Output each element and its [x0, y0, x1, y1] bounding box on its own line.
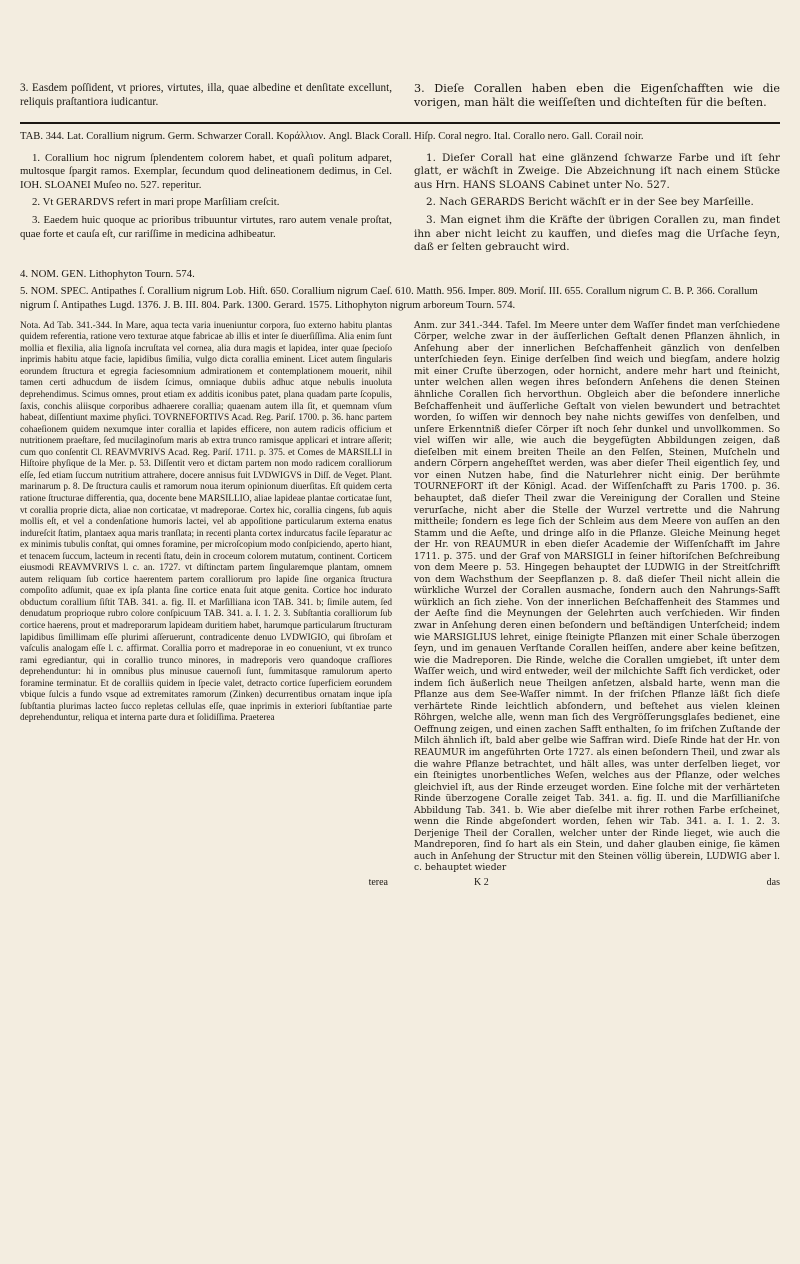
- item-latin-1: 1. Corallium hoc nigrum ſplendentem colorem habet, et quaſi politum adparet, multosque ſpargit ramos. Exemplar, ſecundum quod delineationem dedimus, in Cel. IOH. SLOANEI Muſeo no. 527. reperitur.: [20, 151, 392, 191]
- catchword-left: terea: [368, 877, 388, 888]
- book-page: [20, 82, 780, 888]
- tab-heading: TAB. 344. Lat. Corallium nigrum. Germ. Schwarzer Corall. Κοράλλιον. Angl. Black Corall. Hiſp. Coral negro. Ital. Corallo nero. Gall. Corail noir.: [20, 130, 644, 142]
- item-german-1: 1. Dieſer Corall hat eine glänzend ſchwarze Farbe und iſt ſehr glatt, er wächſt in Zweige. Die Abzeichnung iſt nach einem Stücke aus Hrn. HANS SLOANS Cabinet unter No. 527.: [414, 151, 780, 191]
- items-latin-column: [20, 152, 392, 259]
- note-german: Anm. zur 341.-344. Tafel. Im Meere unter dem Waſſer findet man verſchiedene Cörper, welche zwar in der äuſſerlichen Geſtalt denen Pflanzen ähnlich, in Anſehung aber der innerlichen Beſchaffenheit gänzlich von denſelben unterſchieden ſeyn. Einige derſelben ſind weich und biegſam, andere holzig mit einer Cruſte überzogen, oder hornicht, andere mehr hart und ſteinicht, unter welchen allen wegen ihres beſondern Anſehens die denen Steinen ähnliche Corallen ſich hervorthun. Obgleich aber die beſondere innerliche Beſchaffenheit und äuſſerliche Geſtalt von vielen bewundert und betrachtet worden, ſo wiſſen wir dennoch bey nahe nichts gewiſſes von denſelben, und unſere Erkenntniß dieſer Cörper iſt noch ſehr dunkel und unvollkommen. So viel wiſſen wir alle, wie auch die beygefügten Abbildungen zeigen, daß dieſelben mit einem breiten Theile an den Felſen, Steinen, Muſcheln und andern Cörpern angeheſſtet werden, was aber dieſer Theil eigentlich ſey, und vor einen Nutzen habe, ſind die Naturlehrer nicht einig. Der berühmte TOURNEFORT iſt der Königl. Acad. der Wiſſenſchafft zu Paris 1700. p. 36. behauptet, daß dieſer Theil zwar die Vereinigung der Corallen und Steine verurſache, nicht aber die Stelle der Wurzel vertrette und die Nahrung mittheile; ſondern es lege ſich der Schleim aus dem Meere von auſſen an den Stamm und die Aeſte, und dringe alſo in die Pflanze. Gleiche Meinung heget der Hr. von REAUMUR in eben dieſer Academie der Wiſſenſchafft im Jahre 1711. p. 375. und der Graf von MARSIGLI in ſeiner hiſtoriſchen Beſchreibung von dem Meere p. 53. Hingegen behauptet der LUDWIG in der Streitſchrifft von dem Wachsthum der Seepflanzen p. 8. daß dieſer Theil nicht allein die würkliche Wurzel der Corallen ausmache, ſondern auch den Nahrungs-Safft würklich an ſich ziehe. Von der innerlichen Beſchaffenheit des Stammes und der Aeſte ſind die Meynungen der Gelehrten auch verſchieden. Wir finden zwar in Anſehung deren einen beſondern und beſtändigen Unterſcheid; indem wie MARSIGLIUS lehret, einige ſteinigte Pflanzen mit einer Schale überzogen ſeyn, und im genauen Verſtande Corallen heiſſen, andere aber keine beſitzen, wie die Madreporen. Die Rinde, welche die Corallen umgiebet, iſt unter dem Waſſer weich, und wird entweder, weil der milchichte Safft ſich verdicket, oder indem ſich äußerlich neue Theilgen anſetzen, alsbald harte, wenn man die Pflanze aus dem See-Waſſer nimmt. In der friſchen Pflanze läßt ſich dieſe verhärtete Rinde leichtlich abſondern, und beſtehet aus vielen kleinen Röhrgen, welche alle, wenn man ſich des Vergröſſerungsglaſes bedienet, eine Oeffnung zeigen, und einen zachen Safft enthalten, ſo im friſchen Zuſtande der Milch ähnlich iſt, bald aber gelbe wie Saffran wird. Dieſe Rinde hat der Hr. von REAUMUR im angeführten Orte 1727. als einen beſondern Theil, und zwar als die wahre Pflanze betrachtet, und hält alles, was unter derſelben lieget, vor ein ſteinigtes unorbentliches Weſen, welches aus der Pflanze, oder welches gleichviel iſt, aus der Rinde erzeuget worden. Eine ſolche mit der verhärteten Rinde überzogene Coralle zeiget Tab. 341. a. fig. II. und die Marſillianiſche Abbildung Tab. 341. b. Wie aber dieſelbe mit ihrer rothen Farbe erſcheinet, wenn die Rinde abgeſondert worden, ſehen wir Tab. 341. a. I. 1. 2. 3. Derjenige Theil der Corallen, welcher unter der Rinde lieget, wie auch die Mandreporen, ſind ſo hart als ein Stein, und daher glauben einige, ſie kämen auch in Anſehung der Structur mit den Steinen völlig überein, LUDWIG aber l. c. behauptet wieder: [414, 320, 780, 874]
- note-latin: Nota. Ad Tab. 341.-344. In Mare, aqua tecta varia inueniuntur corpora, ſuo externo habitu plantas quidem referentia, ratione vero texturae atque fabricae ab illis et inter ſe diuerſiſſima. Alia enim ſunt mollia et flexilia, alia lignoſa incruſtata vel cornea, alia dura magis et lapidea, inter quae ſpecioſo inprimis habitu atque facie, lapidibus ſimilia, vulgo dicta corallia eminent. Licet autem ſingularis eorundem ſtructura et egregia faciesomnium admirationem et contemplationem mouerit, nihil tamen certi adhucdum de iisdem ſcimus, omniaque dubiis adhuc atque nebulis inuoluta deprehendimus. Scimus omnes, prout etiam ex additis iconibus patet, plana quadam parte ſcopulis, ſaxis, conchis aliisque corporibus adhaerere corallia; quaenam autem illa ſit, et quemnam vſum habeat, diſſentiunt maxime phyſici. TOVRNEFORTIVS Acad. Reg. Pariſ. 1700. p. 36. hanc partem cohaeſionem quidem nexumque inter corallia et lapides efficere, non autem radicis officium et nutritionem praeſtare, ſed mucilaginoſum maris ab extra trunco ramisque applicari et intrare aſſerit; cum quo conſentit Cl. REAVMVRIVS Acad. Reg. Pariſ. 1711. p. 375. et Comes de MARSILLI in Hiſtoire phyſique de la Mer. p. 53. Diſſentit vero et dictam partem non modo radicem coralliorum eſſe, ſed etiam ſuccum nutritium attrahere, docere annisus fuit LVDWIGVS in Diſſ. de Veget. Plant. marinarum p. 8. De ſtructura caulis et ramorum noua iterum opinionum diuerſitas. Eſt quidem certa ratione ſtructurae differentia, qua, docente bene MARSILLIO, aliae lapideae plantae corticatae ſunt, vt corallia proprie dicta, aliae non corticatae, vt madreporae. Cortex hic, corallia cingens, ſub aquis mollis eſt, et vel a condenſatione humoris lactei, vel ab appoſitione particularum externa enatus indureſcit ſtatim, plantaex aqua maris tranſlata; in recenti planta cortex indurcatus facile ſeparatur ac ex minimis tubulis conſtat, qui omnes foramine, per microſcopium modo conſpiciendo, aperto hiant, et tenacem ſuccum, lacteum in recenti ſtatu, dein in croceum colorem mutatum, continent. Corticem eiusmodi REAVMVRIVS l. c. an. 1727. vt diſtinctam partem ſingularemque plantam, omnem autem reliquam ſub cortice haerentem partem coralliorum pro lapide ſine organica ſtructura compoſito adſumit, quae ex ipſa planta ſine cortice enata ſuit atque genita. Cortice hoc indurato obductum corallium ſiſtit TAB. 341. a. fig. II. et Marſilliana icon TAB. 341. b; ſimile autem, ſed denudatum proprioque rubro colore conſpicuum TAB. 341. a. I. 1. 2. 3. Subſtantia coralliorum ſub cortice haerens, prout et madreporarum lapideam duritiem habet, harumque particularum ſtructuram lapidibus ſimillimam eſſe plurimi aſſeruerunt, contradicente denuo LVDWIGIO, qui ſibroſam et vaſculis analogam eſſe l. c. affirmat. Corallia porro et madreporae in eo conueniunt, vt ex trunco rami egrediantur, qui in corallio trunco minores, in madreporis vero quandoque craſſiores deprehenduntur: hi in omnibus plus minusue cauernoſi ſunt, ſummitasque ramulorum aperto foramine terminatur. Et de coralliis quidem in ſpecie valet, detracto cortice ſuperficiem eorundem vbique ſulcis a fundo vsque ad extremitates ramorum (Zinken) decurrentibus ornatam inque ipſa ſubſtantia plurimas lacteo ſucco repletas cellulas eſſe, quae inprimis in exteriori ſubſtantiae parte deprehenduntur, reliqua et interna parte dura et ſolidiſſima. Praeterea: [20, 320, 392, 724]
- nomen-genericum: 4. NOM. GEN. Lithophyton Tourn. 574.: [20, 267, 195, 280]
- page-footer: [20, 877, 780, 888]
- catchword-right: das: [766, 877, 780, 888]
- intro-latin: 3. Easdem poſſident, vt priores, virtutes, illa, quae albedine et denſitate excellunt, reliquis praſtantiora iudicantur.: [20, 82, 392, 108]
- nomen-specificum: 5. NOM. SPEC. Antipathes ſ. Corallium nigrum Lob. Hiſt. 650. Corallium nigrum Caeſ. 610. Matth. 956. Imper. 809. Moriſ. III. 655. Corallum nigrum C. B. P. 366. Corallum nigrum ſ. Antipathes Lugd. 1376. J. B. III. 804. Park. 1300. Gerard. 1575. Lithophyton nigrum arboreum Tourn. 574.: [20, 285, 758, 311]
- item-latin-3: 3. Eaedem huic quoque ac prioribus tribuuntur virtutes, raro autem venale proſtat, quae forte et cauſa eſt, cur rariſſime in medicina adhibeatur.: [20, 213, 392, 240]
- section-divider: [20, 122, 780, 124]
- notes-section: [20, 321, 780, 875]
- item-latin-2: 2. Vt GERARDVS refert in mari prope Marſiliam creſcit.: [32, 196, 280, 209]
- intro-german: 3. Dieſe Corallen haben eben die Eigenſchafften wie die vorigen, man hält die weiſſeſten und dichteſten für die beſten.: [414, 82, 780, 109]
- signature-mark: K 2: [474, 877, 489, 888]
- intro-section: [20, 82, 780, 110]
- item-german-3: 3. Man eignet ihm die Kräfte der übrigen Corallen zu, man findet ihn aber nicht leicht zu kauffen, und dieſes mag die Urſache ſeyn, daß er ſelten gebraucht wird.: [414, 213, 780, 254]
- numbered-items: [20, 152, 780, 259]
- item-german-2: 2. Nach GERARDS Bericht wächſt er in der See bey Marſeille.: [426, 196, 754, 209]
- items-german-column: [414, 152, 780, 259]
